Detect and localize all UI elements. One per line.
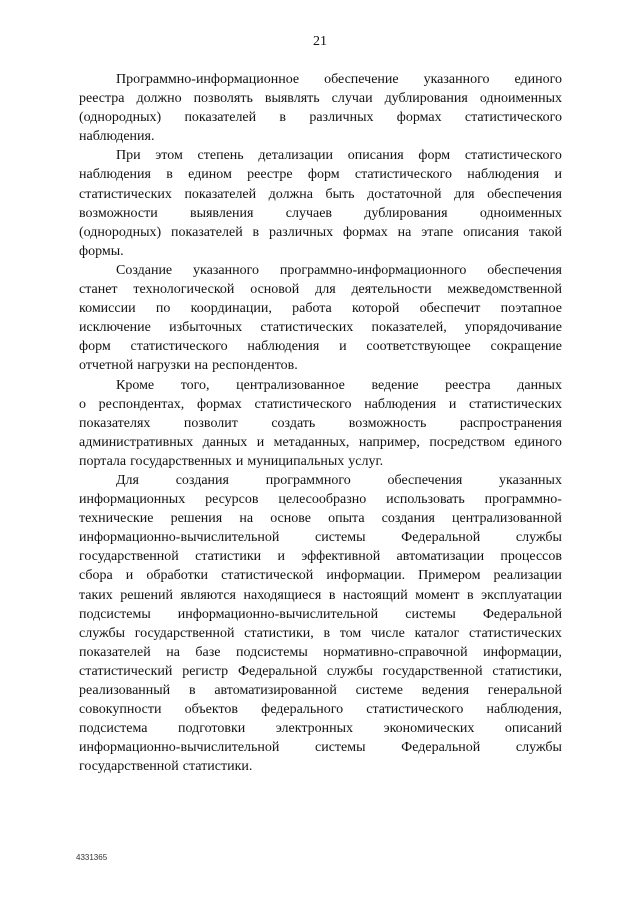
text-line: информационно-вычислительной системы Федеральной службы <box>79 530 562 546</box>
text-line: (однородных) показателей в различных формах статистического <box>79 110 562 126</box>
text-line: информационных ресурсов целесообразно использовать программно- <box>79 492 562 508</box>
text-line: показателях позволит создать возможность распространения <box>79 415 562 431</box>
text-line: службы государственной статистики, в том числе каталог статистических <box>79 625 562 641</box>
text-line: информационно-вычислительной системы Федеральной службы <box>79 740 562 756</box>
text-line: технические решения на основе опыта создания централизованной <box>79 511 562 527</box>
text-line: совокупности объектов федерального статистического наблюдения, <box>79 702 562 718</box>
text-line: реестра должно позволять выявлять случаи дублирования одноименных <box>79 91 562 107</box>
text-line: портала государственных и муниципальных услуг. <box>79 453 384 469</box>
text-line: государственной статистики. <box>79 759 253 775</box>
paragraph <box>79 471 562 777</box>
text-line: При этом степень детализации описания форм статистического <box>116 148 562 164</box>
text-line: таких решений являются находящиеся в настоящий момент в эксплуатации <box>79 587 562 603</box>
text-line: статистический регистр Федеральной службы государственной статистики, <box>79 663 562 679</box>
text-line: статистических показателей должна быть достаточной для обеспечения <box>79 186 562 202</box>
document-code: 4331365 <box>76 853 108 862</box>
paragraph <box>79 261 562 376</box>
text-line: Кроме того, централизованное ведение реестра данных <box>116 377 562 393</box>
text-line: наблюдения в едином реестре форм статистического наблюдения и <box>79 167 562 183</box>
paragraph <box>79 146 562 261</box>
text-line: реализованный в автоматизированной системе ведения генеральной <box>79 683 562 698</box>
text-line: возможности выявления случаев дублирования одноименных <box>79 205 562 221</box>
paragraph <box>79 376 562 471</box>
text-line: государственной статистики и эффективной автоматизации процессов <box>79 549 562 565</box>
text-line: наблюдения. <box>79 129 155 145</box>
text-line: показателей на базе подсистемы нормативно-справочной информации, <box>79 644 562 660</box>
page-number: 21 <box>313 34 327 49</box>
text-line: административных данных и метаданных, например, посредством единого <box>79 434 562 450</box>
text-line: сбора и обработки статистической информации. Примером реализации <box>79 568 562 584</box>
document-body <box>79 70 562 776</box>
text-line: форм статистического наблюдения и соответствующее сокращение <box>79 339 562 355</box>
text-line: о респондентах, формах статистического наблюдения и статистических <box>79 396 562 412</box>
text-line: подсистема подготовки электронных экономических описаний <box>79 721 562 737</box>
text-line: подсистемы информационно-вычислительной системы Федеральной <box>79 606 562 622</box>
text-line: исключение избыточных статистических показателей, упорядочивание <box>79 320 562 336</box>
text-line: станет технологической основой для деятельности межведомственной <box>79 282 562 298</box>
text-line: отчетной нагрузки на респондентов. <box>79 358 298 374</box>
text-line: (однородных) показателей в различных формах на этапе описания такой <box>79 224 562 240</box>
text-line: формы. <box>79 243 124 259</box>
text-line: Для создания программного обеспечения указанных <box>116 472 562 488</box>
text-line: Программно-информационное обеспечение указанного единого <box>116 72 562 87</box>
text-line: комиссии по координации, работа которой обеспечит поэтапное <box>79 301 562 317</box>
paragraph <box>79 70 562 146</box>
text-line: Создание указанного программно-информационного обеспечения <box>116 262 562 278</box>
